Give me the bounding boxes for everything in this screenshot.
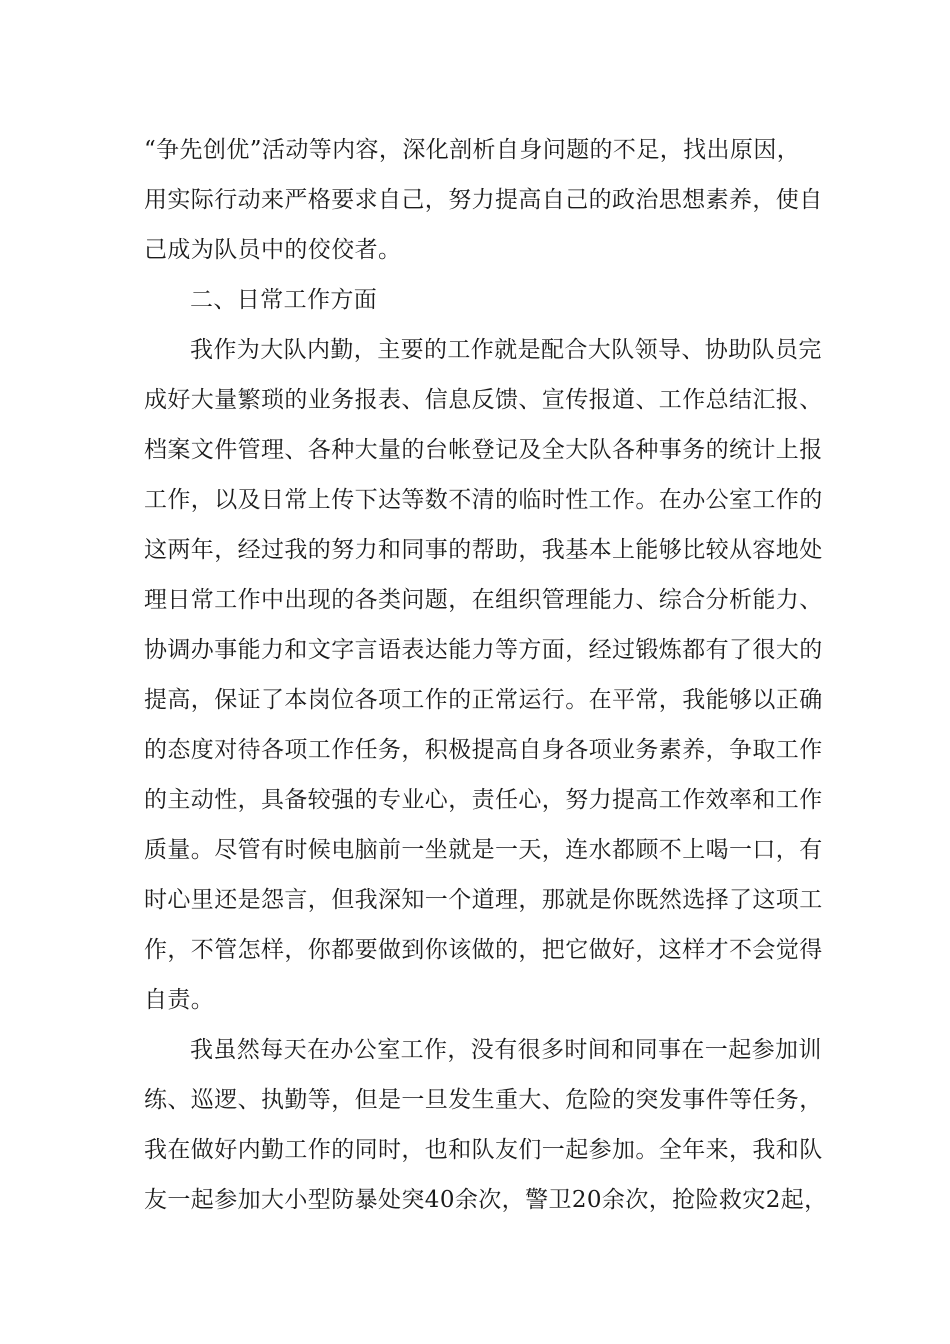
- paragraph-line: “争先创优”活动等内容，深化剖析自身问题的不足，找出原因，: [144, 137, 801, 163]
- paragraph-line: 作，不管怎样，你都要做到你该做的，把它做好，这样才不会觉得: [144, 937, 823, 963]
- paragraph-line: 自责。: [144, 987, 215, 1013]
- paragraph-line: 的主动性，具备较强的专业心，责任心，努力提高工作效率和工作: [144, 787, 823, 813]
- paragraph-line: 用实际行动来严格要求自己，努力提高自己的政治思想素养，使自: [144, 187, 823, 213]
- paragraph-line: 质量。尽管有时候电脑前一坐就是一天，连水都顾不上喝一口，有: [144, 837, 823, 863]
- paragraph-line: 协调办事能力和文字言语表达能力等方面，经过锻炼都有了很大的: [144, 637, 823, 663]
- paragraph-line: 我虽然每天在办公室工作，没有很多时间和同事在一起参加训: [190, 1037, 822, 1063]
- section-heading: 二、日常工作方面: [190, 287, 378, 313]
- paragraph-line: 练、巡逻、执勤等，但是一旦发生重大、危险的突发事件等任务，: [144, 1087, 823, 1113]
- paragraph-line: 提高，保证了本岗位各项工作的正常运行。在平常，我能够以正确: [144, 687, 823, 713]
- paragraph-line: 成好大量繁琐的业务报表、信息反馈、宣传报道、工作总结汇报、: [144, 387, 823, 413]
- paragraph-line: 理日常工作中出现的各类问题，在组织管理能力、综合分析能力、: [144, 587, 823, 613]
- paragraph-line: 工作，以及日常上传下达等数不清的临时性工作。在办公室工作的: [144, 487, 823, 513]
- paragraph-line: 这两年，经过我的努力和同事的帮助，我基本上能够比较从容地处: [144, 537, 823, 563]
- paragraph-line: 我在做好内勤工作的同时，也和队友们一起参加。全年来，我和队: [144, 1137, 823, 1163]
- paragraph-line: 档案文件管理、各种大量的台帐登记及全大队各种事务的统计上报: [144, 437, 823, 463]
- paragraph-line: 我作为大队内勤，主要的工作就是配合大队领导、协助队员完: [190, 337, 822, 363]
- paragraph-line: 的态度对待各项工作任务，积极提高自身各项业务素养，争取工作: [144, 737, 823, 763]
- paragraph-line: 友一起参加大小型防暴处突40余次，警卫20余次，抢险救灾2起，: [144, 1187, 828, 1213]
- paragraph-line: 己成为队员中的佼佼者。: [144, 237, 402, 263]
- paragraph-line: 时心里还是怨言，但我深知一个道理，那就是你既然选择了这项工: [144, 887, 823, 913]
